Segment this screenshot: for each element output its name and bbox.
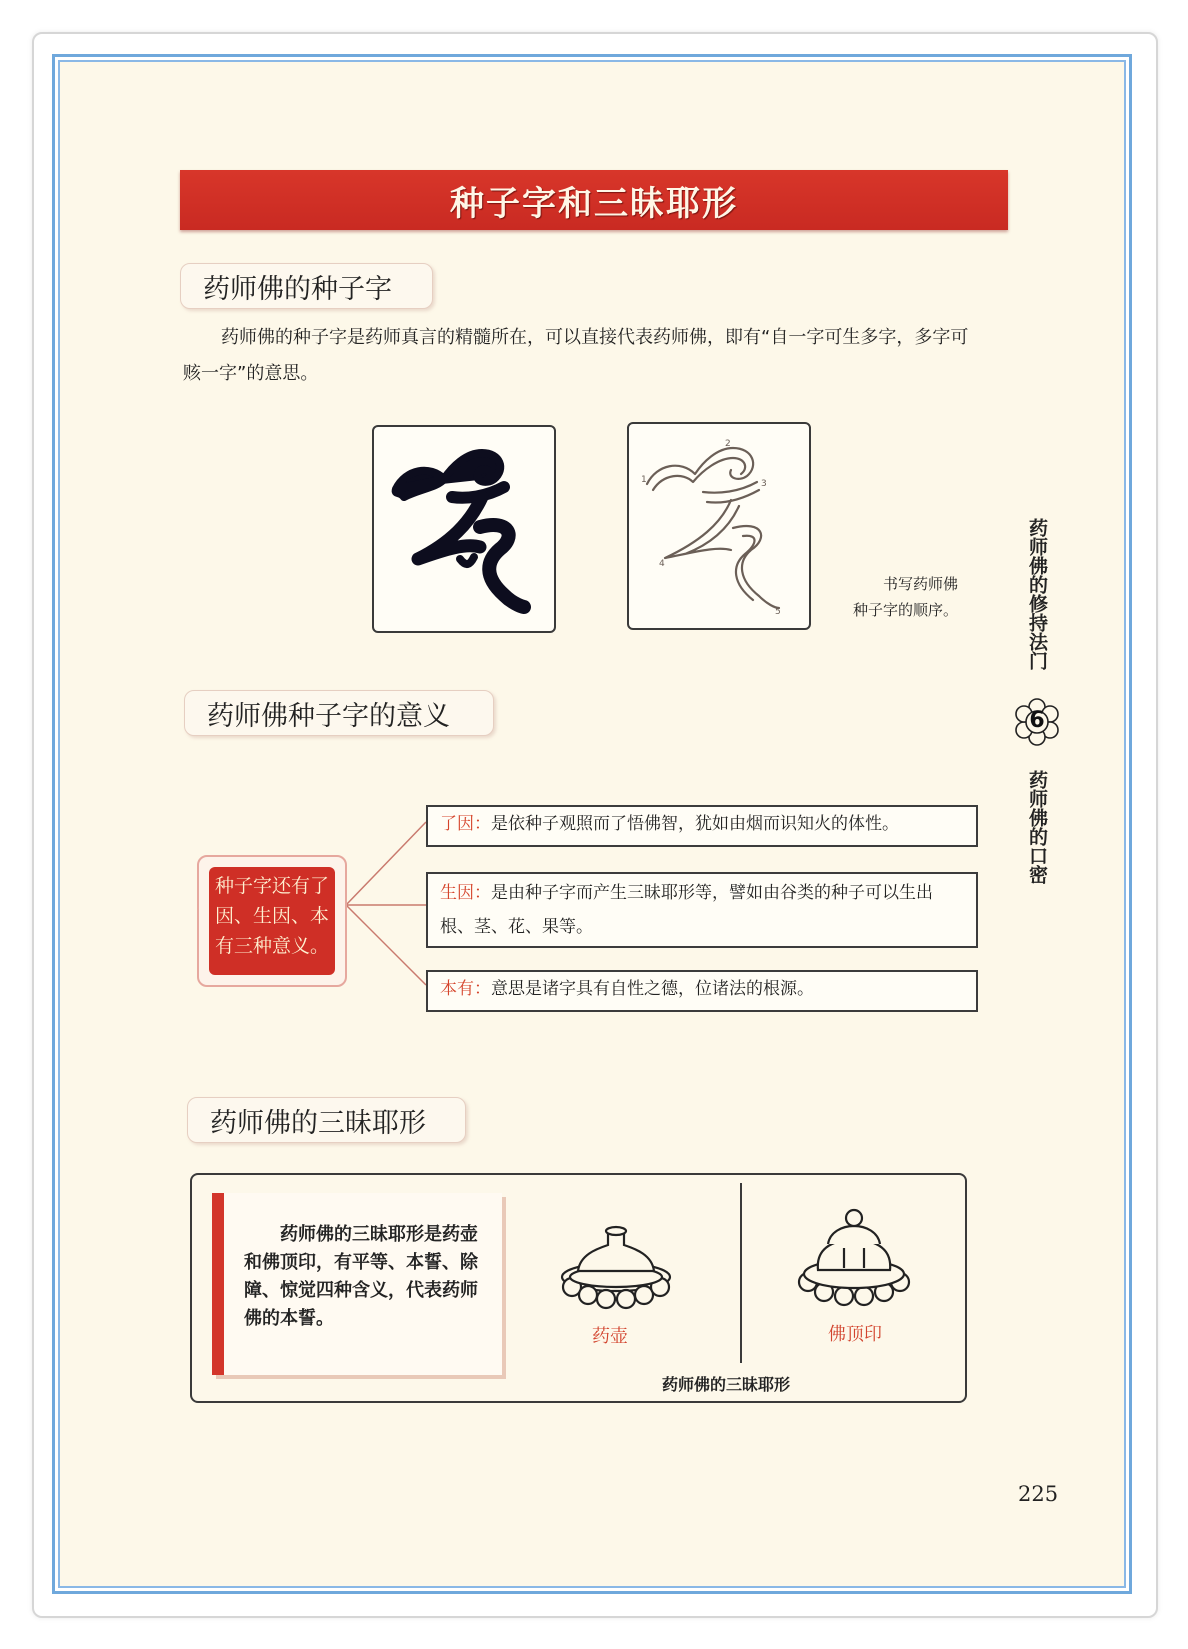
section-heading-samaya-form <box>187 1097 466 1143</box>
definition-term: 了因： <box>440 814 491 834</box>
seed-syllable-solid-icon <box>374 427 554 631</box>
section-heading-seed-syllable <box>180 263 433 309</box>
samaya-description-card <box>212 1193 502 1375</box>
svg-text:1: 1 <box>641 475 647 485</box>
definition-box <box>426 805 978 847</box>
seed-figure-caption-line-1: 书写药师佛 <box>882 575 958 593</box>
seed-syllable-solid-figure <box>372 425 556 633</box>
side-tab-section-text: 药师佛的口密 <box>1026 770 1048 884</box>
definition-box <box>426 970 978 1012</box>
medicine-jar-label: 药壶 <box>592 1326 628 1347</box>
seed-figure-caption <box>826 571 958 623</box>
seed-meaning-summary: 种子字还有了因、生因、本有三种意义。 <box>209 867 335 975</box>
svg-text:5: 5 <box>775 607 781 617</box>
section-heading-text: 药师佛的种子字 <box>203 273 392 305</box>
samaya-description: 药师佛的三昧耶形是药壶和佛顶印，有平等、本誓、除障、惊觉四种含义，代表药师佛的本誓。 <box>244 1224 478 1329</box>
ushnisha-mudra-label: 佛顶印 <box>828 1324 882 1345</box>
definition-text: 意思是诸字具有自性之德，位诸法的根源。 <box>491 979 814 999</box>
section-heading-text: 药师佛种子字的意义 <box>207 700 450 732</box>
seed-figure-caption-line-2: 种子字的顺序。 <box>852 601 958 619</box>
ushnisha-mudra-icon <box>794 1204 914 1314</box>
svg-text:4: 4 <box>659 559 665 569</box>
side-tab-section-title <box>1022 770 1052 884</box>
chapter-number-badge <box>1012 697 1062 747</box>
side-tab-chapter-text: 药师佛的修持法门 <box>1026 518 1048 670</box>
section-heading-text: 药师佛的三昧耶形 <box>210 1107 426 1139</box>
definition-box <box>426 872 978 948</box>
medicine-jar-icon <box>556 1215 676 1315</box>
seed-syllable-outline-figure <box>627 422 811 630</box>
definition-text: 是由种子字而产生三昧耶形等，譬如由谷类的种子可以生出根、茎、花、果等。 <box>440 883 933 937</box>
seed-syllable-outline-icon <box>629 424 809 628</box>
definition-term: 生因： <box>440 883 491 903</box>
panel-divider <box>740 1183 742 1363</box>
banner-title: 种子字和三昧耶形 <box>450 183 738 224</box>
page-number: 225 <box>1018 1482 1059 1506</box>
samaya-panel-caption: 药师佛的三昧耶形 <box>662 1375 791 1394</box>
definition-text: 是依种子观照而了悟佛智，犹如由烟而识知火的体性。 <box>491 814 899 834</box>
svg-text:3: 3 <box>761 479 767 489</box>
seed-meaning-summary-box <box>197 855 347 987</box>
connector-lines <box>340 800 440 1000</box>
side-tab-chapter-title <box>1022 518 1052 670</box>
chapter-banner <box>180 170 1008 230</box>
seed-syllable-paragraph: 药师佛的种子字是药师真言的精髓所在，可以直接代表药师佛，即有“自一字可生多字，多字可赅一字”的意思。 <box>183 327 969 384</box>
svg-text:2: 2 <box>725 439 731 449</box>
section-heading-seed-meaning <box>184 690 494 736</box>
chapter-number: 6 <box>1029 708 1045 733</box>
definition-term: 本有： <box>440 979 491 999</box>
